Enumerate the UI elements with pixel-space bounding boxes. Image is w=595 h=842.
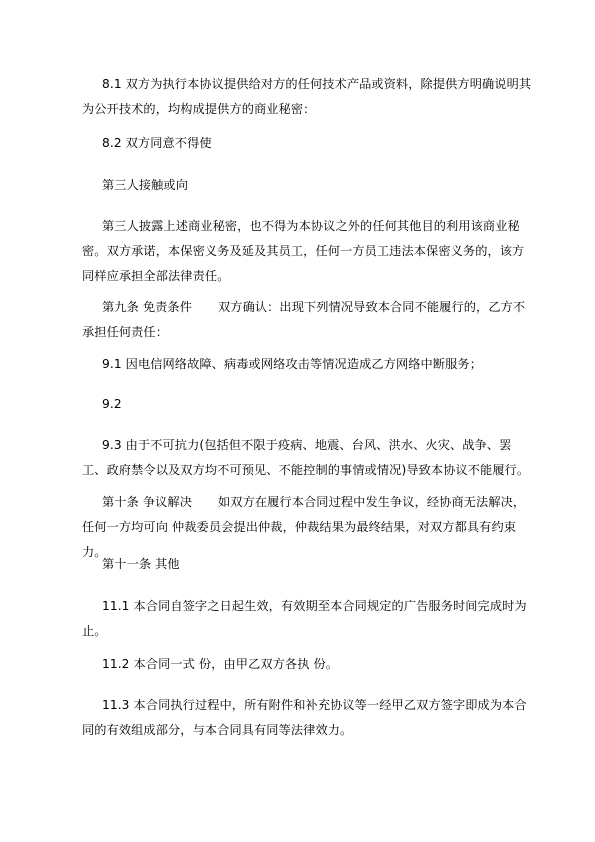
article-11-title: 第十一条 其他 (102, 557, 180, 571)
clause-8-1: 8.1 双方为执行本协议提供给对方的任何技术产品或资料，除提供方明确说明其为公开技术的，均构成提供方的商业秘密： (82, 77, 532, 116)
article-10-title: 第十条 争议解决 (102, 495, 192, 509)
clause-11-2: 11.2 本合同一式 份，由甲乙双方各执 份。 (102, 657, 339, 671)
clause-9-2: 9.2 (102, 397, 122, 411)
clause-8-2: 8.2 双方同意不得使 (102, 136, 212, 150)
clause-8-2-body: 第三人披露上述商业秘密，也不得为本协议之外的任何其他目的利用该商业秘密。双方承诺，本保密义务及延及其员工，任何一方员工违法本保密义务的，该方同样应承担全部法律责任。 (82, 219, 525, 283)
clause-8-2-continued: 第三人接触或向 (102, 178, 189, 192)
article-9-body: 双方确认：出现下列情况导致本合同不能履行的，乙方不承担任何责任： (82, 300, 526, 339)
clause-9-1: 9.1 因电信网络故障、病毒或网络攻击等情况造成乙方网络中断服务； (102, 357, 482, 371)
article-9-title: 第九条 免责条件 (102, 300, 192, 314)
article-10-body: 如双方在履行本合同过程中发生争议，经协商无法解决，任何一方均可向 仲裁委员会提出仲裁，仲裁结果为最终结果，对双方都具有约束力。 (82, 495, 526, 559)
clause-9-3: 9.3 由于不可抗力(包括但不限于疫病、地震、台风、洪水、火灾、战争、罢工、政府禁令以及双方均不可预见、不能控制的事情或情况)导致本协议不能履行。 (82, 438, 530, 477)
clause-11-3: 11.3 本合同执行过程中，所有附件和补充协议等一经甲乙双方签字即成为本合同的有效组成部分，与本合同具有同等法律效力。 (82, 698, 527, 737)
article-9 (82, 295, 534, 345)
clause-11-1: 11.1 本合同自签字之日起生效，有效期至本合同规定的广告服务时间完成时为止。 (82, 599, 527, 638)
